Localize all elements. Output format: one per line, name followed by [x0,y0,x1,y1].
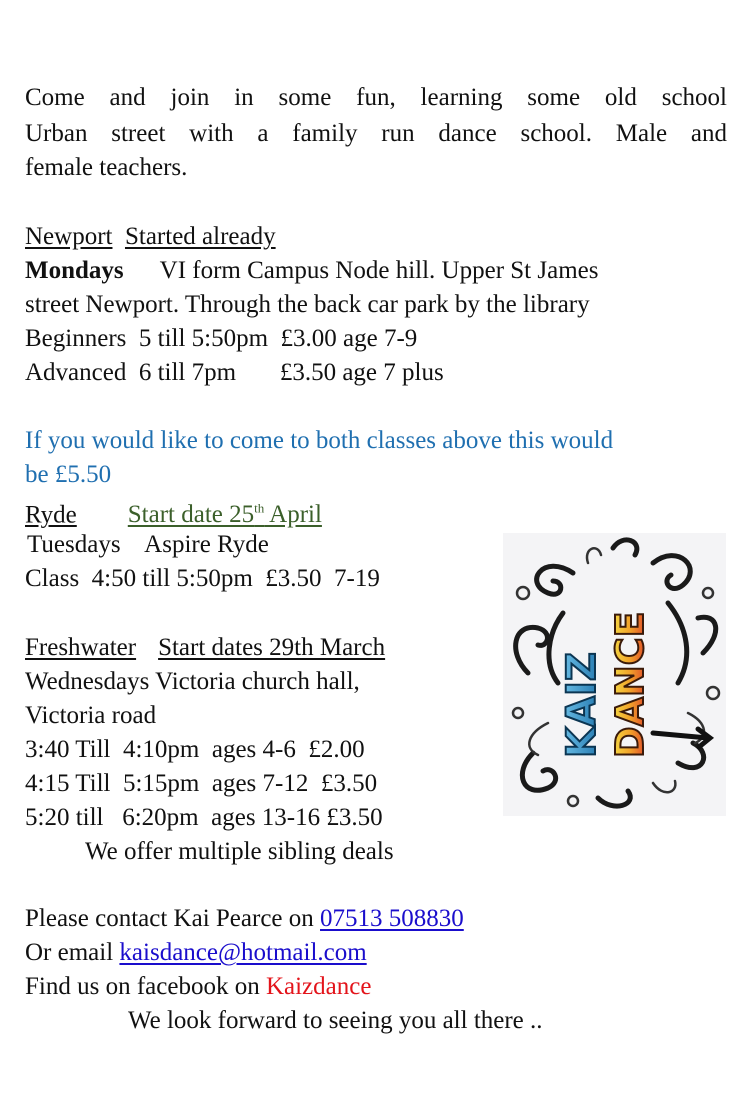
freshwater-start: Start dates 29th March [158,634,386,661]
both-classes-offer-2: be £5.50 [25,461,112,488]
both-classes-offer-1: If you would like to come to both classes above this would [25,427,614,454]
freshwater-day-location-2: Victoria road [25,702,157,729]
freshwater-venue-label: Freshwater [25,634,137,661]
newport-advanced: Advanced 6 till 7pm £3.50 age 7 plus [25,359,444,386]
freshwater-class-2: 4:15 Till 5:15pm ages 7-12 £3.50 [25,770,378,797]
closing-line: We look forward to seeing you all there .. [128,1007,543,1034]
ryde-start-prefix: Start date 25 [127,501,255,529]
ryde-start-date [128,501,322,528]
intro-line-1: Come and join in some fun, learning some old school [25,84,727,111]
newport-location-1: VI form Campus Node hill. Upper St James [159,257,599,284]
newport-day: Mondays [25,257,124,284]
logo-kaiz-text: KAIZ [559,652,605,758]
newport-venue-label: Newport [25,223,113,250]
contact-email-line [25,936,367,970]
ryde-day-location: Tuesdays Aspire Ryde [27,531,269,558]
sibling-deals-note: We offer multiple sibling deals [85,838,394,865]
newport-beginners: Beginners 5 till 5:50pm £3.00 age 7-9 [25,325,418,352]
contact-phone-line [25,902,464,936]
freshwater-heading [25,631,385,665]
kaiz-dance-logo-icon [503,533,726,816]
email-link[interactable]: kaisdance@hotmail.com [119,939,367,966]
ryde-start-sup: th [254,501,265,516]
intro-line-2: Urban street with a family run dance school. Male and [25,120,727,147]
contact-email-prefix: Or email [25,939,120,966]
contact-facebook-line [25,970,371,1004]
newport-heading [25,220,276,254]
kaiz-dance-logo [503,533,726,816]
ryde-venue-label: Ryde [25,501,77,529]
freshwater-class-3: 5:20 till 6:20pm ages 13-16 £3.50 [25,804,383,831]
intro-line-3: female teachers. [25,154,188,181]
newport-day-location [25,254,598,288]
ryde-heading [25,492,322,532]
newport-location-2: street Newport. Through the back car park by the library [25,291,590,318]
freshwater-day-location-1: Wednesdays Victoria church hall, [25,668,360,695]
freshwater-class-1: 3:40 Till 4:10pm ages 4-6 £2.00 [25,736,365,763]
logo-dance-text: DANCE [608,611,652,758]
contact-phone-prefix: Please contact Kai Pearce on [25,905,321,932]
contact-facebook-prefix: Find us on facebook on [25,973,266,1000]
facebook-name: Kaizdance [265,973,372,1000]
phone-link[interactable]: 07513 508830 [320,905,464,932]
ryde-class: Class 4:50 till 5:50pm £3.50 7-19 [25,565,380,592]
newport-status: Started already [124,223,276,250]
ryde-start-suffix: April [264,501,322,529]
